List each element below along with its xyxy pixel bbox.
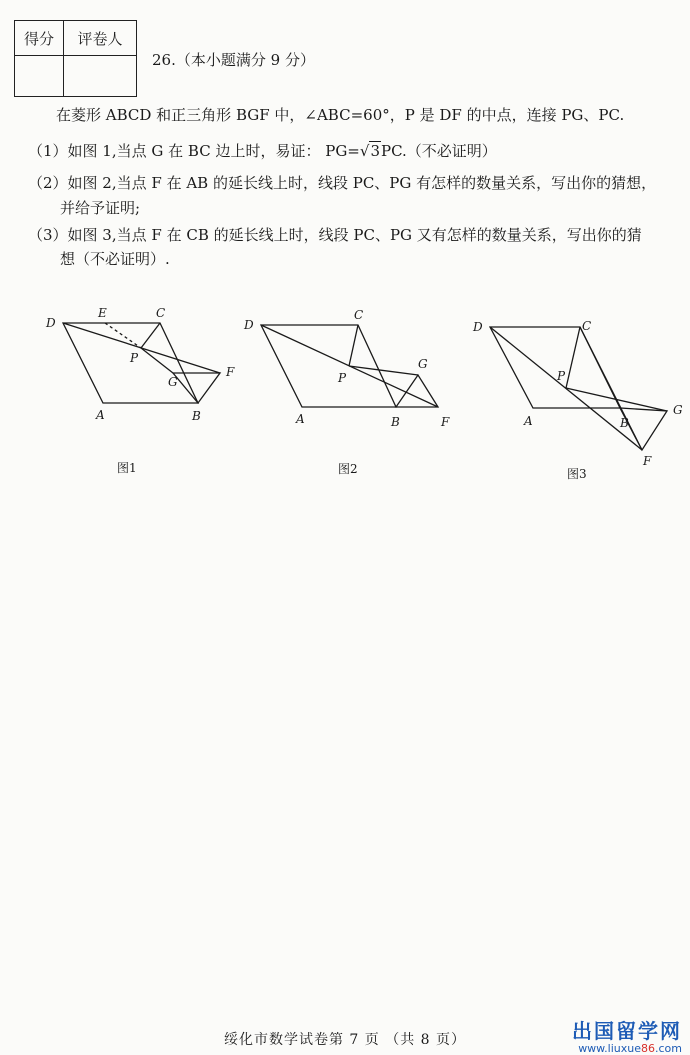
fig1-label-b: B xyxy=(192,409,201,423)
watermark-title: 出国留学网 xyxy=(572,1019,682,1043)
figure-2-caption: 图2 xyxy=(338,462,358,476)
fig1-label-d: D xyxy=(46,316,56,330)
sqrt-sign: √3 xyxy=(359,142,380,160)
watermark-url-highlight: 86 xyxy=(641,1042,655,1055)
fig1-segment-pc xyxy=(141,323,160,348)
fig2-label-a: A xyxy=(296,412,305,426)
fig2-rhombus xyxy=(261,325,396,407)
fig1-label-a: A xyxy=(96,408,105,422)
grader-header: 评卷人 xyxy=(64,21,137,56)
fig1-label-f: F xyxy=(226,365,235,379)
question-2-line-1: （2）如图 2,当点 F 在 AB 的延长线上时，线段 PC、PG 有怎样的数量关系，写出你的猜想， xyxy=(28,174,657,192)
watermark-url-suffix: .com xyxy=(655,1042,682,1055)
figure-1 xyxy=(30,300,250,430)
fig3-label-f: F xyxy=(643,454,652,468)
grader-cell xyxy=(64,56,137,97)
figure-3 xyxy=(462,300,690,470)
fig3-label-b: B xyxy=(620,416,629,430)
fig2-label-g: G xyxy=(418,357,428,371)
page-footer: 绥化市数学试卷第 7 页 （共 8 页） xyxy=(223,1032,467,1048)
question-3-line-1: （3）如图 3,当点 F 在 CB 的延长线上时，线段 PC、PG 又有怎样的数量关系，写出你的猜 xyxy=(28,226,642,244)
fig3-label-d: D xyxy=(473,320,483,334)
q1-suffix: PC.（不必证明） xyxy=(380,142,497,160)
fig2-segment-pc xyxy=(349,325,358,366)
fig3-segment-pc xyxy=(566,327,580,388)
sqrt-radicand: 3 xyxy=(370,142,380,160)
fig2-label-d: D xyxy=(244,318,254,332)
fig1-label-e: E xyxy=(98,306,107,320)
figure-1-caption: 图1 xyxy=(117,461,137,475)
figure-3-caption: 图3 xyxy=(567,467,587,481)
problem-heading xyxy=(152,50,315,70)
q1-prefix: （1）如图 1,当点 G 在 BC 边上时，易证： PG= xyxy=(28,142,360,160)
score-header: 得分 xyxy=(15,21,64,56)
watermark-logo xyxy=(572,1015,682,1055)
question-1 xyxy=(28,141,497,161)
fig2-label-c: C xyxy=(354,308,364,322)
fig2-label-f: F xyxy=(441,415,450,429)
problem-note: （本小题满分 9 分） xyxy=(175,51,315,69)
figure-2 xyxy=(238,300,458,435)
fig1-label-p: P xyxy=(130,351,139,365)
question-3-line-2: 想（不必证明）. xyxy=(60,250,170,268)
fig3-label-p: P xyxy=(557,369,566,383)
fig2-label-p: P xyxy=(338,371,347,385)
fig3-label-g: G xyxy=(673,403,683,417)
fig3-label-c: C xyxy=(582,319,592,333)
watermark-url-prefix: www.liuxue xyxy=(578,1042,641,1055)
problem-intro: 在菱形 ABCD 和正三角形 BGF 中，∠ABC=60°，P 是 DF 的中点，连接 PG、PC. xyxy=(56,106,625,124)
fig1-segment-ep xyxy=(105,323,141,348)
fig2-label-b: B xyxy=(391,415,400,429)
score-table xyxy=(14,20,137,97)
problem-number: 26. xyxy=(152,51,176,69)
watermark-url xyxy=(572,1042,682,1055)
score-cell xyxy=(15,56,64,97)
question-2-line-2: 并给予证明; xyxy=(60,199,141,217)
fig1-segment-pg xyxy=(141,348,173,373)
fig3-label-a: A xyxy=(524,414,533,428)
fig1-label-c: C xyxy=(156,306,166,320)
fig1-label-g: G xyxy=(168,375,178,389)
